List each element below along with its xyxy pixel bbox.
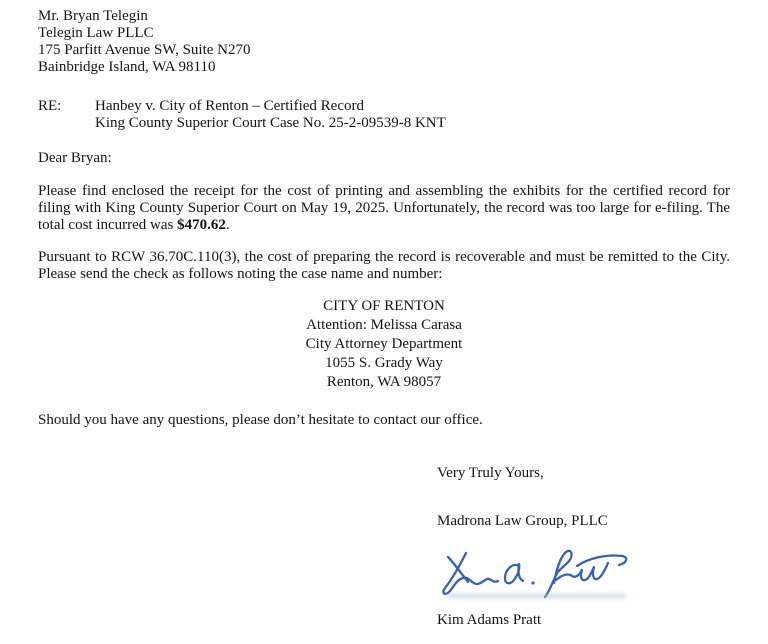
- recipient-city-state-zip: Bainbridge Island, WA 98110: [38, 59, 216, 75]
- re-case-title: Hanbey v. City of Renton – Certified Record: [95, 98, 364, 114]
- payee-city-state-zip: Renton, WA 98057: [326, 374, 442, 390]
- recipient-address-block: [38, 8, 730, 76]
- recipient-firm: Telegin Law PLLC: [38, 25, 154, 41]
- signature-block: [437, 465, 730, 629]
- payee-name: CITY OF RENTON: [323, 298, 445, 314]
- re-label: RE:: [38, 98, 62, 114]
- paragraph-1-period: .: [225, 217, 230, 233]
- salutation: Dear Bryan:: [38, 150, 112, 166]
- re-line-block: [38, 98, 730, 132]
- re-case-number: King County Superior Court Case No. 25-2-09539-8 KNT: [95, 115, 446, 131]
- signature-smudge: [447, 594, 627, 598]
- payee-attention: Attention: Melissa Carasa: [306, 317, 462, 333]
- total-cost-amount: $470.62: [177, 217, 226, 233]
- body-paragraph-1: [38, 183, 730, 234]
- payee-street: 1055 S. Grady Way: [325, 355, 443, 371]
- recipient-name: Mr. Bryan Telegin: [38, 8, 148, 24]
- re-lines: [95, 98, 446, 132]
- signoff: Very Truly Yours,: [437, 465, 544, 481]
- signer-name: Kim Adams Pratt: [437, 612, 542, 628]
- signature-area: [437, 542, 647, 606]
- recipient-street: 175 Parfitt Avenue SW, Suite N270: [38, 42, 251, 58]
- closing-paragraph: Should you have any questions, please don’t hesitate to contact our office.: [38, 412, 483, 428]
- payee-address-block: [38, 297, 730, 392]
- body-paragraph-2: Pursuant to RCW 36.70C.110(3), the cost of preparing the record is recoverable and must be remitted to the City. Please send the check as follows noting the case name and number:: [38, 249, 730, 282]
- paragraph-1-text: Please find enclosed the receipt for the cost of printing and assembling the exhibits for the certified record for filing with King County Superior Court on May 19, 2025. Unfortunately, the record was too large for e-filing. The total cost incurred was: [38, 183, 730, 233]
- payee-department: City Attorney Department: [305, 336, 463, 352]
- firm-name: Madrona Law Group, PLLC: [437, 513, 608, 529]
